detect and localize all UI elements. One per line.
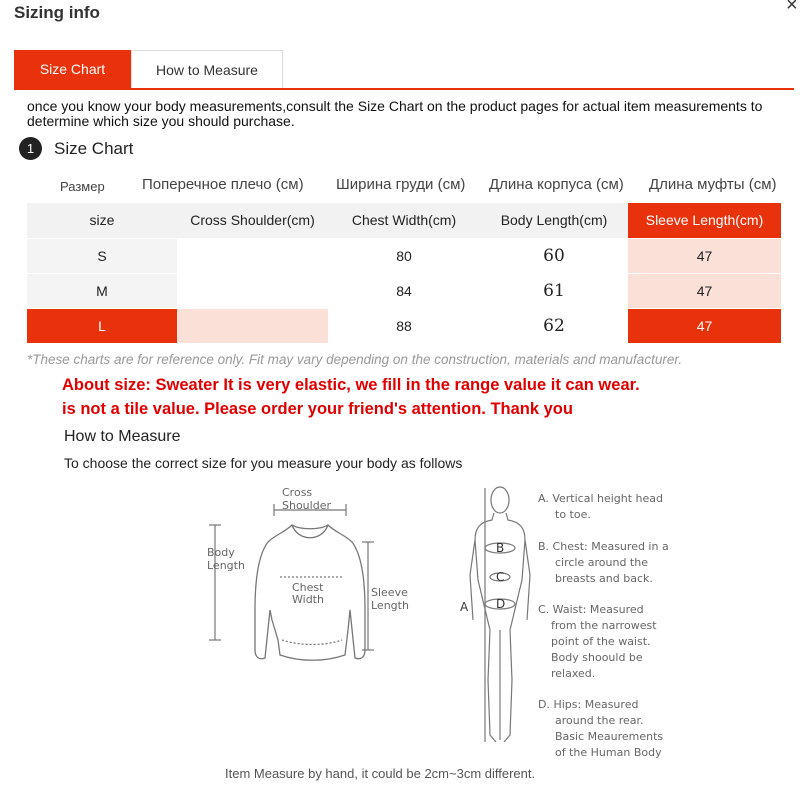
cell-body-length: 60: [480, 238, 628, 273]
header-sleeve-length: Sleeve Length(cm): [628, 203, 781, 238]
measure-notes: [538, 492, 669, 759]
measurement-diagram: [200, 480, 690, 780]
cell-cross-shoulder: [177, 308, 328, 343]
label-cross-shoulder-2: Shoulder: [282, 499, 331, 512]
ru-header-size: Размер: [60, 179, 105, 194]
cell-cross-shoulder: [177, 238, 328, 273]
size-chart-table: [27, 203, 781, 344]
intro-text: once you know your body measurements,consult the Size Chart on the product pages for actual item measurements to determine which size you should purchase.: [27, 98, 763, 129]
cell-sleeve-length: 47: [628, 308, 781, 343]
cell-body-length: 62: [480, 308, 628, 343]
ru-header-sleeve: Длина муфты (см): [649, 176, 777, 193]
table-row: [27, 273, 781, 308]
ru-header-length: Длина корпуса (см): [489, 176, 624, 193]
note-c-1: C. Waist: Measured: [538, 603, 644, 616]
note-b-2: circle around the: [555, 556, 648, 569]
cell-cross-shoulder: [177, 273, 328, 308]
reference-note: *These charts are for reference only. Fit may vary depending on the construction, materials and manufacturer.: [27, 352, 683, 367]
note-a-2: to toe.: [555, 508, 591, 521]
note-b-3: breasts and back.: [555, 572, 653, 585]
note-c-2: from the narrowest: [551, 619, 657, 632]
table-row: [27, 308, 781, 343]
header-size: size: [27, 203, 177, 238]
cell-sleeve-length: 47: [628, 238, 781, 273]
measure-footer-note: Item Measure by hand, it could be 2cm~3cm different.: [225, 766, 536, 781]
tab-how-to-measure[interactable]: How to Measure: [131, 50, 283, 88]
how-to-measure-title: How to Measure: [64, 428, 181, 445]
table-row: [27, 238, 781, 273]
note-c-5: relaxed.: [551, 667, 596, 680]
label-cross-shoulder-1: Cross: [282, 486, 313, 499]
note-d-4: of the Human Body: [555, 746, 662, 759]
letter-d: D: [496, 597, 506, 611]
label-chest-width-1: Chest: [292, 581, 324, 594]
close-icon[interactable]: ×: [786, 0, 798, 16]
note-b-1: B. Chest: Measured in a: [538, 540, 669, 553]
cell-chest-width: 88: [328, 308, 480, 343]
cell-sleeve-length: 47: [628, 273, 781, 308]
dialog-title: Sizing info: [14, 3, 100, 22]
label-body-length-2: Length: [207, 559, 245, 572]
tab-bar: [14, 50, 283, 88]
tab-size-chart[interactable]: Size Chart: [14, 50, 131, 88]
label-sleeve-length-1: Sleeve: [371, 586, 408, 599]
note-a-1: A. Vertical height head: [538, 492, 664, 505]
cell-chest-width: 80: [328, 238, 480, 273]
note-c-3: point of the waist.: [551, 635, 651, 648]
tab-underline: [14, 88, 794, 90]
note-d-1: D. Hips: Measured: [538, 698, 639, 711]
body-illustration: [470, 487, 530, 742]
header-body-length: Body Length(cm): [480, 203, 628, 238]
how-to-measure-subtitle: To choose the correct size for you measure your body as follows: [64, 455, 463, 471]
cell-body-length: 61: [480, 273, 628, 308]
letter-c: C: [496, 570, 505, 584]
about-size-line-2: is not a tile value. Please order your friend's attention. Thank you: [62, 400, 573, 418]
letter-a: A: [460, 600, 469, 614]
table-header-row: [27, 203, 781, 238]
cell-chest-width: 84: [328, 273, 480, 308]
note-c-4: Body shoould be: [551, 651, 643, 664]
ru-header-chest: Ширина груди (см): [336, 176, 466, 193]
note-d-3: Basic Meaurements: [555, 730, 664, 743]
label-sleeve-length-2: Length: [371, 599, 409, 612]
step-number-badge: 1: [19, 137, 42, 160]
letter-b: B: [496, 541, 505, 555]
header-cross-shoulder: Cross Shoulder(cm): [177, 203, 328, 238]
cell-size: S: [27, 238, 177, 273]
ru-header-shoulder: Поперечное плечо (см): [142, 176, 304, 193]
section-label: Size Chart: [54, 138, 134, 158]
header-chest-width: Chest Width(cm): [328, 203, 480, 238]
cell-size: M: [27, 273, 177, 308]
note-d-2: around the rear.: [555, 714, 644, 727]
label-chest-width-2: Width: [292, 593, 324, 606]
label-body-length-1: Body: [207, 546, 235, 559]
about-size-line-1: About size: Sweater It is very elastic, we fill in the range value it can wear.: [62, 376, 640, 394]
section-heading: [19, 137, 133, 160]
cell-size: L: [27, 308, 177, 343]
